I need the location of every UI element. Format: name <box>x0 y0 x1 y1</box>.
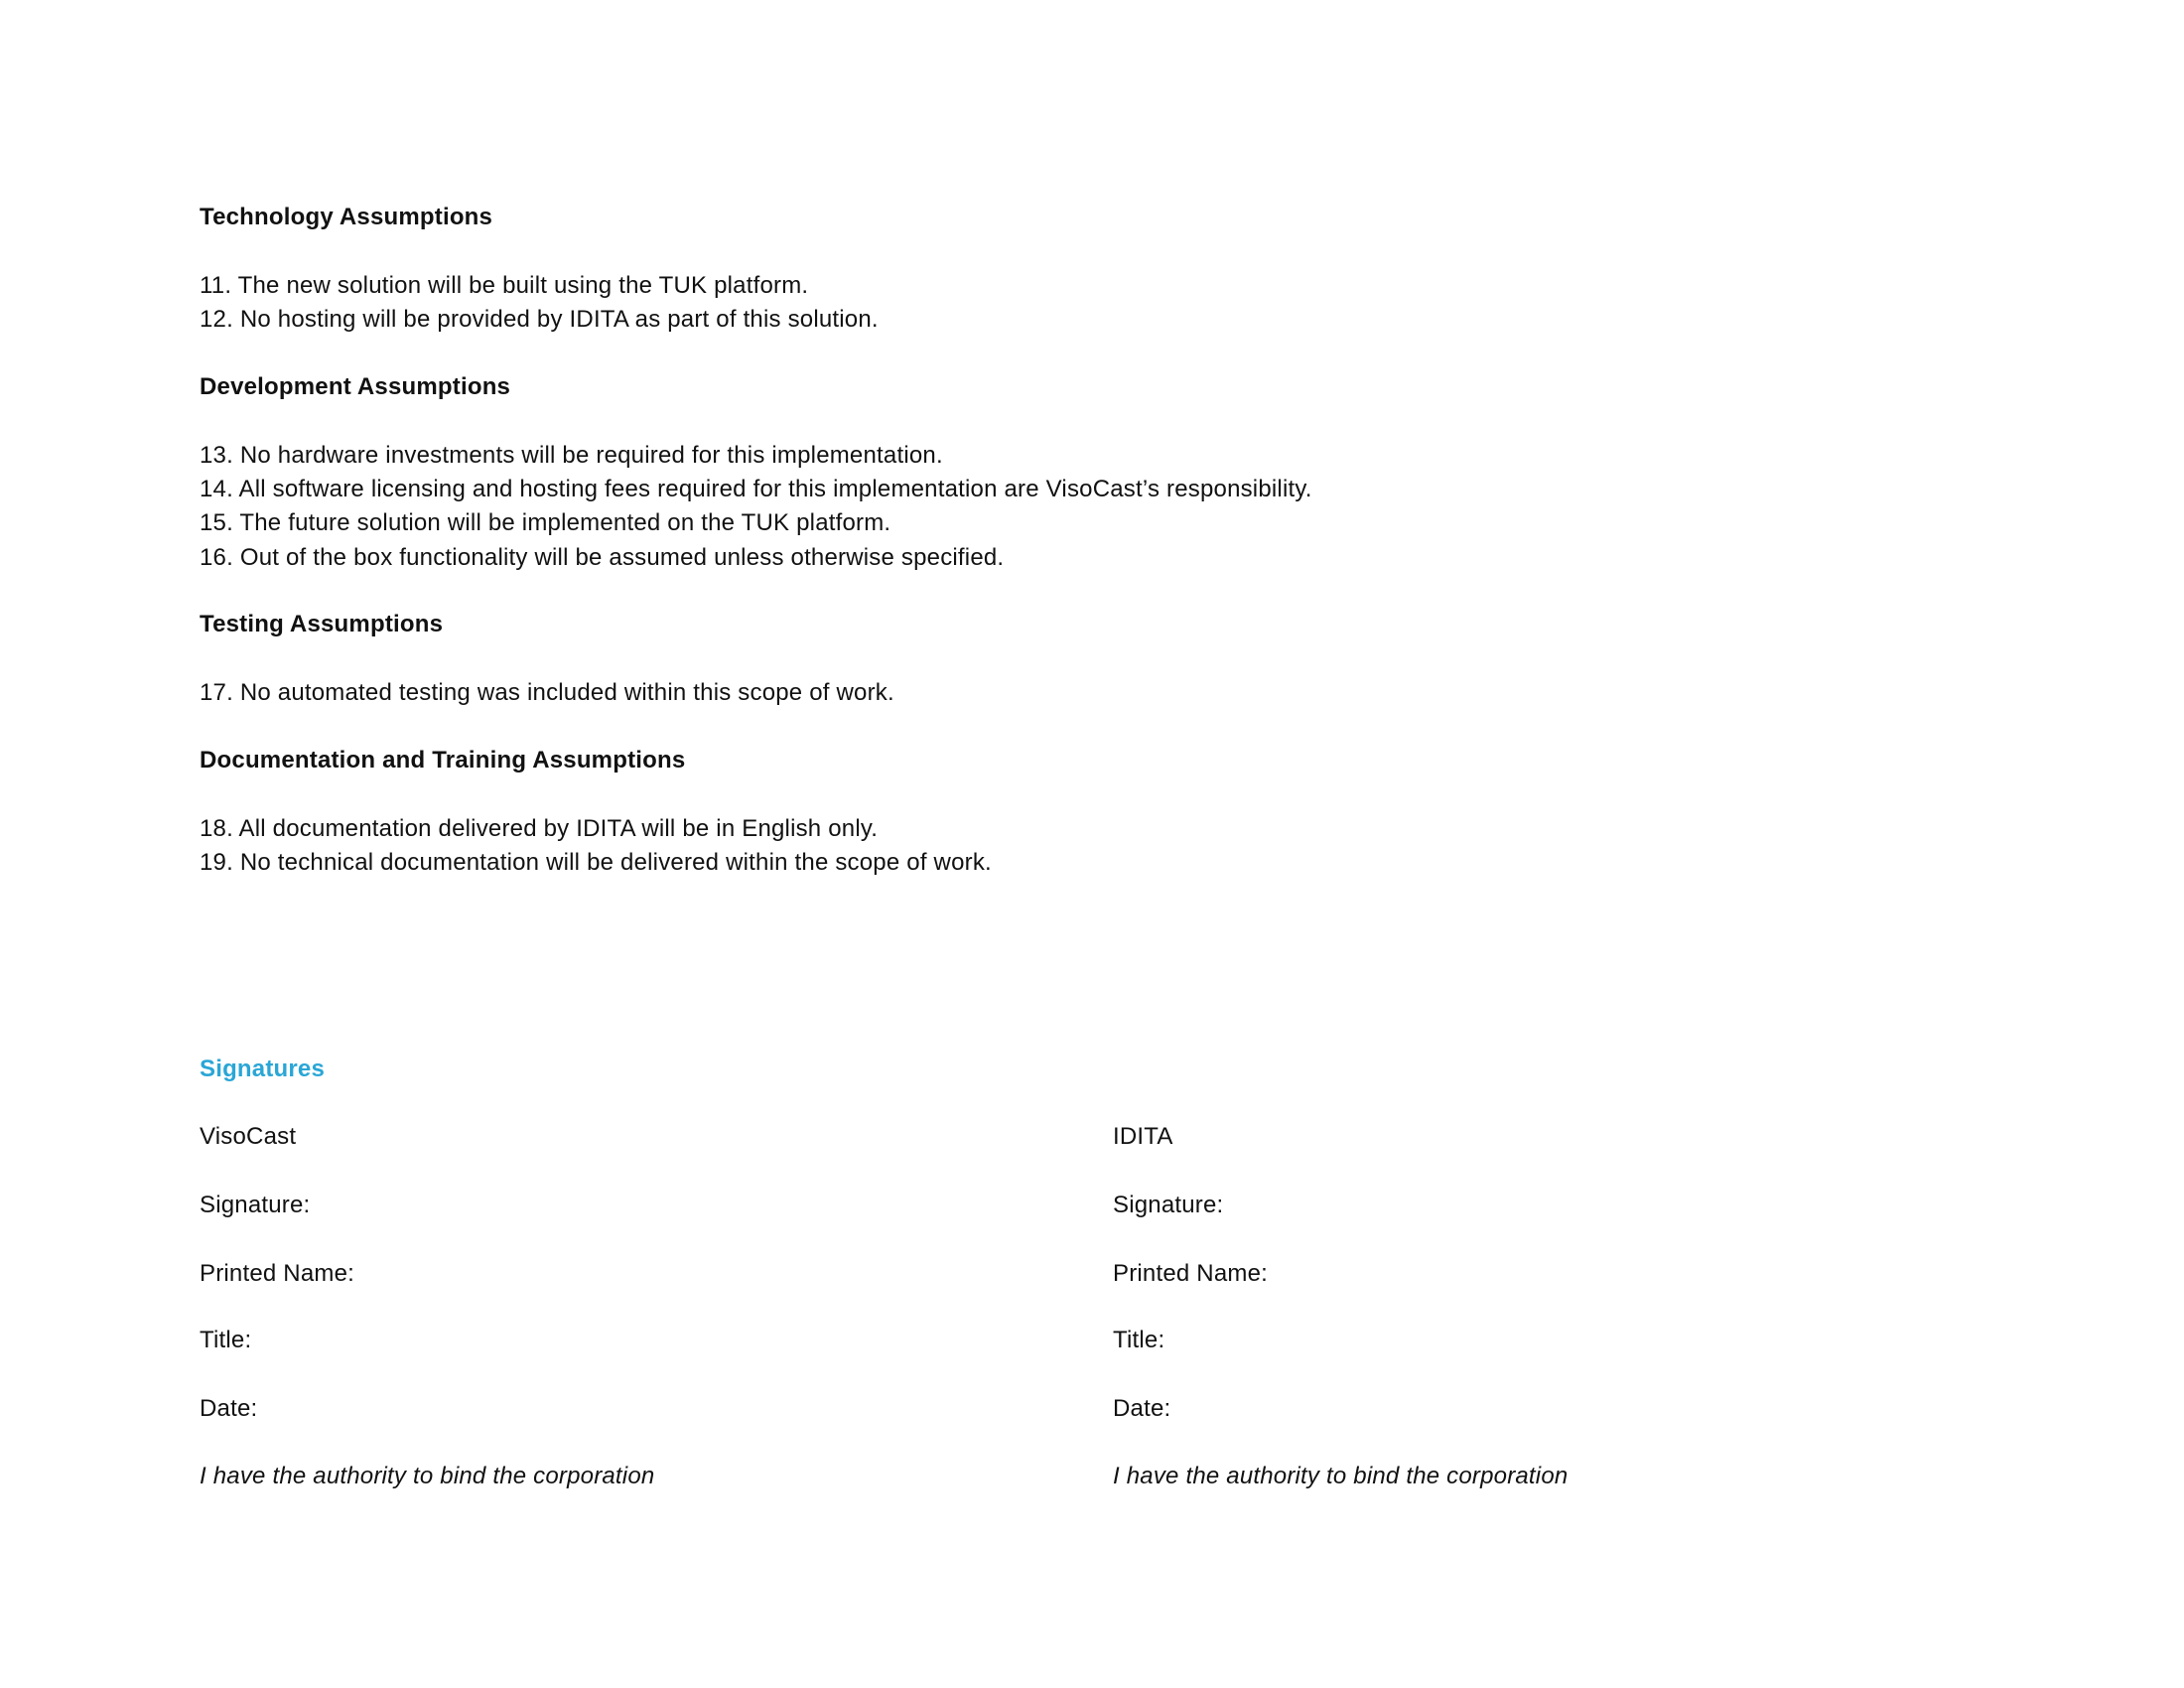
section-heading-documentation: Documentation and Training Assumptions <box>200 747 686 774</box>
signatures-heading: Signatures <box>200 1055 326 1082</box>
section-heading-development: Development Assumptions <box>200 373 511 400</box>
title-label: Title: <box>1113 1327 1165 1353</box>
assumption-item: 19. No technical documentation will be delivered within the scope of work. <box>200 849 992 876</box>
date-label: Date: <box>200 1395 258 1422</box>
assumption-item: 12. No hosting will be provided by IDITA as part of this solution. <box>200 306 879 333</box>
section-heading-testing: Testing Assumptions <box>200 611 444 637</box>
signature-label: Signature: <box>200 1192 311 1218</box>
assumption-item: 13. No hardware investments will be required for this implementation. <box>200 442 943 469</box>
assumption-item: 17. No automated testing was included within this scope of work. <box>200 679 894 706</box>
assumption-item: 15. The future solution will be implemented on the TUK platform. <box>200 509 891 536</box>
party-name-idita: IDITA <box>1113 1123 1173 1150</box>
signature-label: Signature: <box>1113 1192 1224 1218</box>
printed-name-label: Printed Name: <box>200 1260 354 1287</box>
date-label: Date: <box>1113 1395 1171 1422</box>
section-heading-technology: Technology Assumptions <box>200 204 493 230</box>
authority-statement: I have the authority to bind the corporation <box>1113 1463 1569 1489</box>
assumption-item: 16. Out of the box functionality will be assumed unless otherwise specified. <box>200 544 1005 571</box>
assumption-item: 11. The new solution will be built using the TUK platform. <box>200 272 809 299</box>
party-name-visocast: VisoCast <box>200 1123 297 1150</box>
assumption-item: 14. All software licensing and hosting fees required for this implementation are VisoCast’s responsibility. <box>200 476 1312 502</box>
assumption-item: 18. All documentation delivered by IDITA will be in English only. <box>200 815 879 842</box>
title-label: Title: <box>200 1327 252 1353</box>
printed-name-label: Printed Name: <box>1113 1260 1268 1287</box>
authority-statement: I have the authority to bind the corporation <box>200 1463 655 1489</box>
